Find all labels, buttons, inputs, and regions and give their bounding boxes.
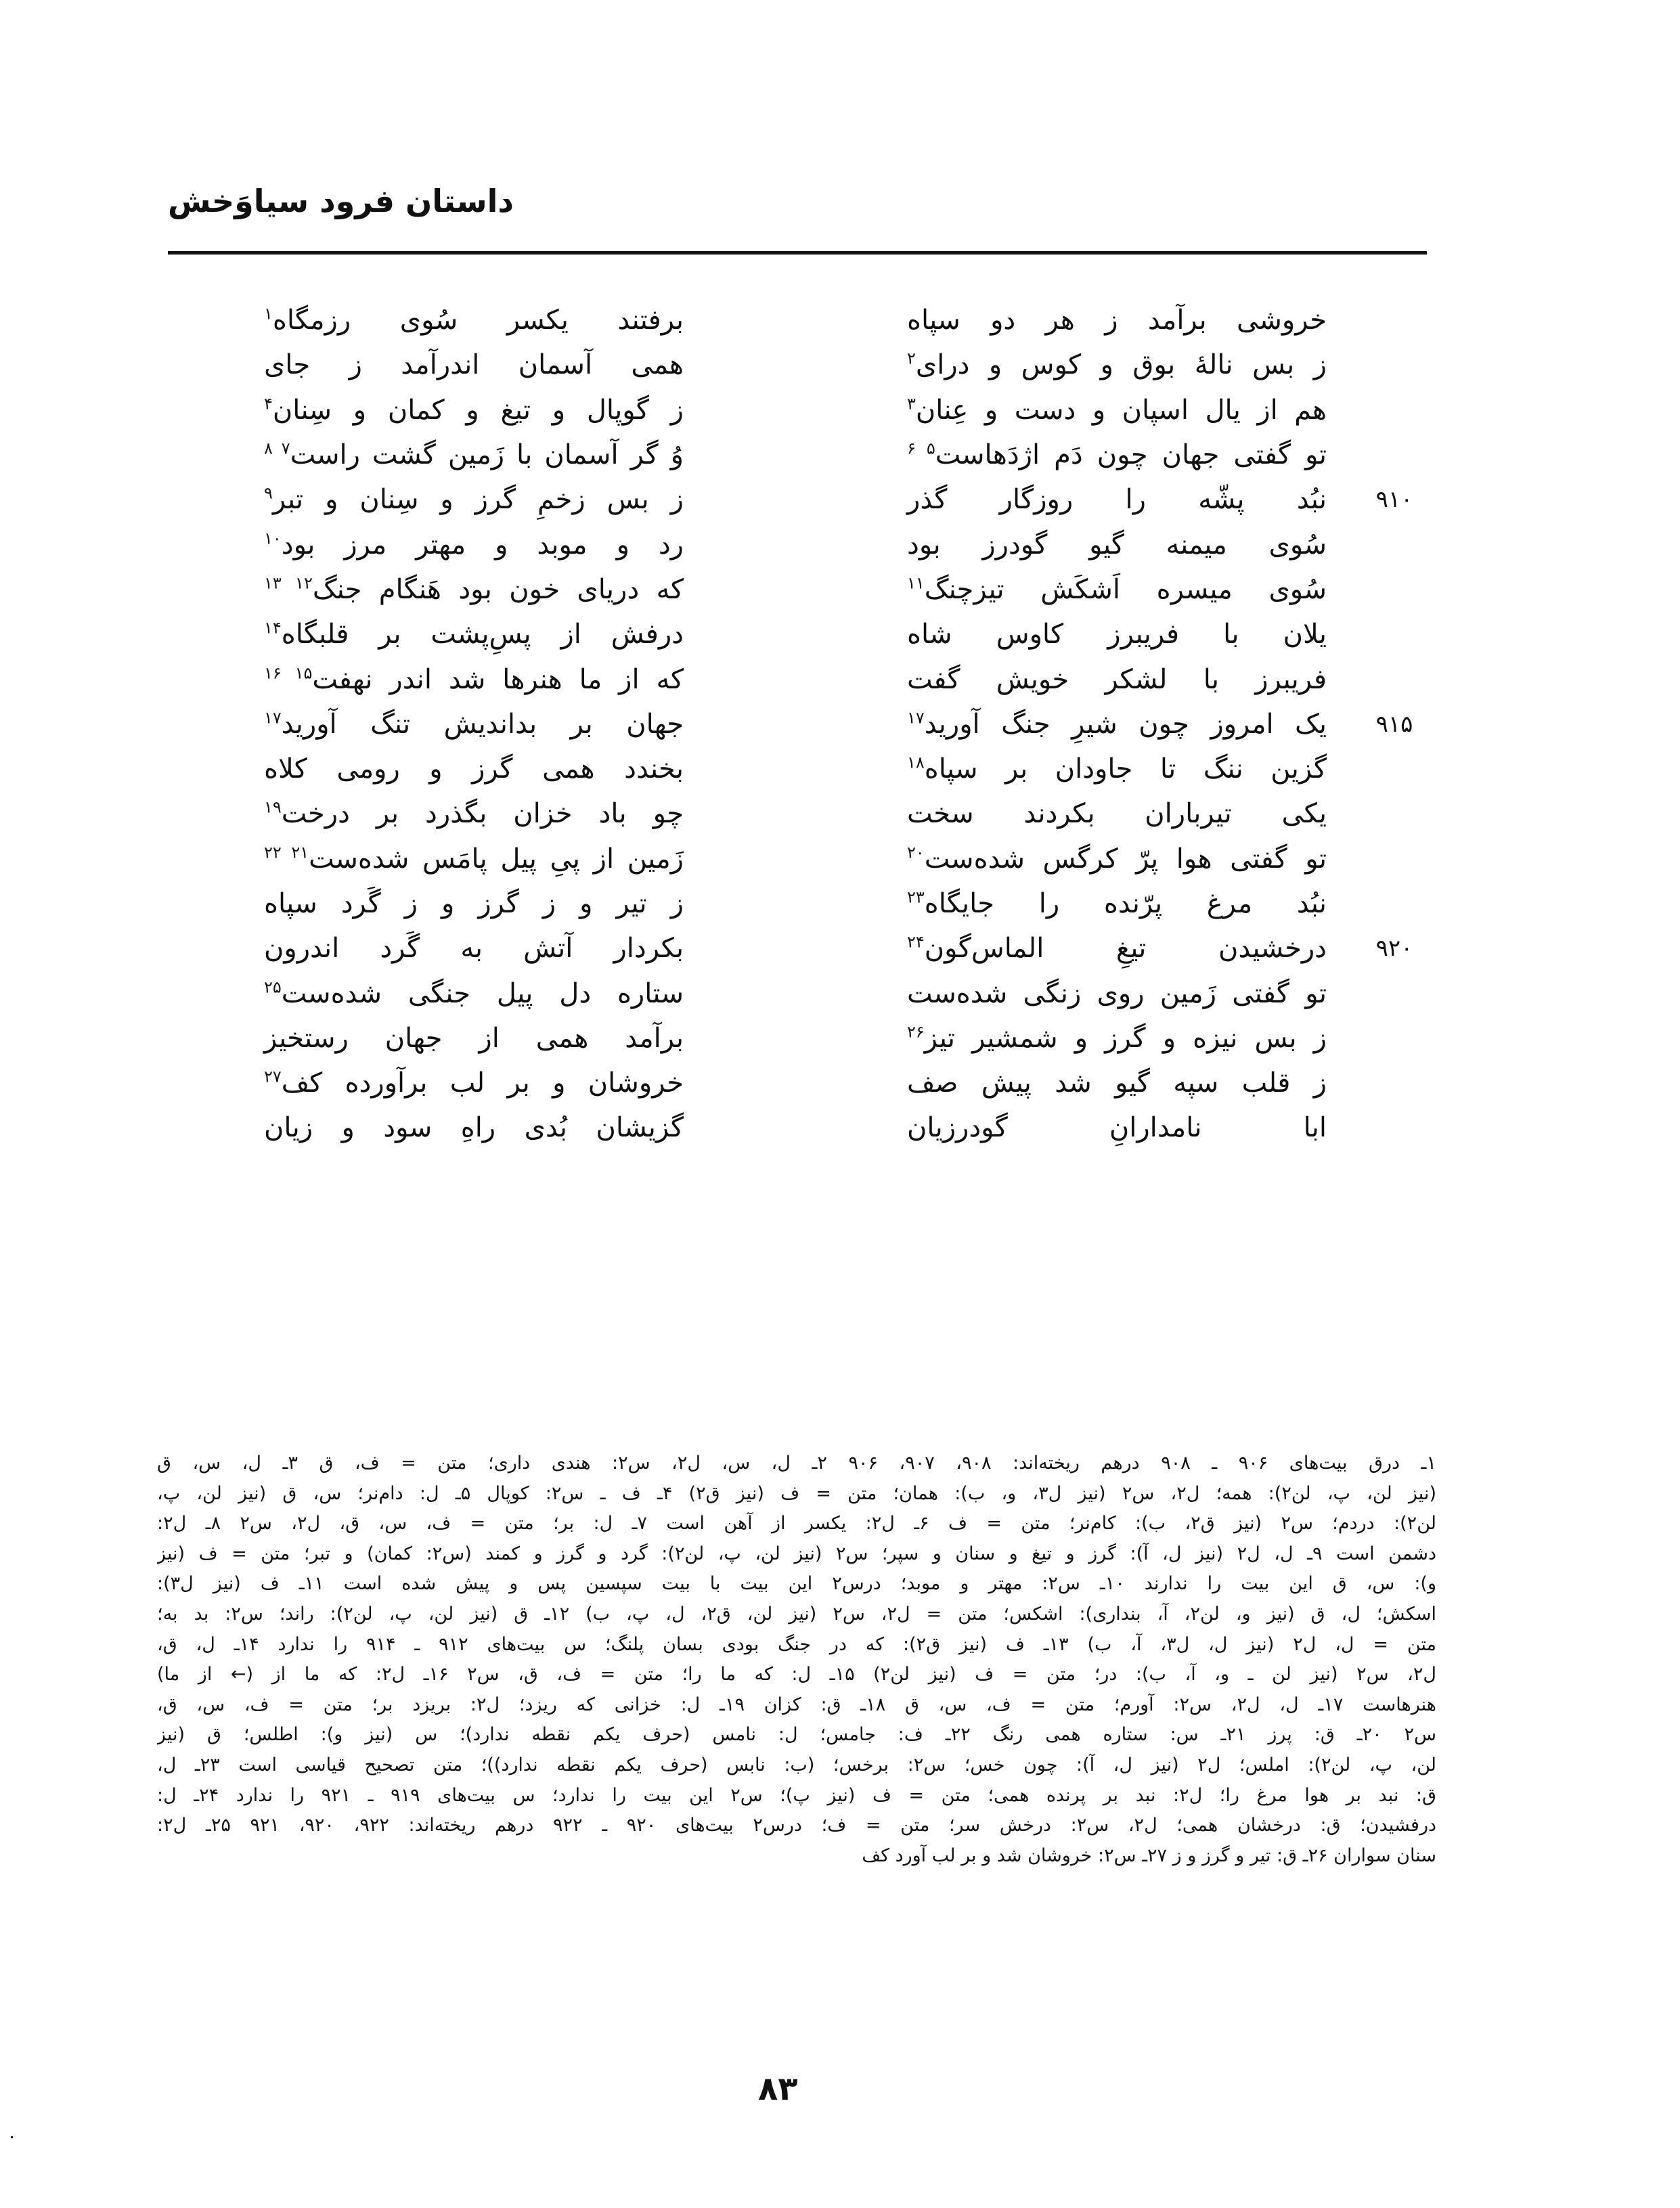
- hemistich-second: [264, 971, 684, 1016]
- hemistich-second: [264, 926, 684, 971]
- hemistich-text: تو گفتی جهان چون دَم اژدَهاست: [935, 439, 1327, 471]
- hemistich-first: [907, 1105, 1327, 1150]
- hemistich-first: [907, 1061, 1327, 1105]
- hemistich-text: یلان با فریبرز کاوس شاه: [907, 619, 1327, 650]
- couplet-row: [264, 791, 1435, 836]
- hemistich-first: [907, 971, 1327, 1016]
- couplet-row: [264, 881, 1435, 926]
- running-header-title: داستان فرود سیاوَخش: [168, 183, 514, 219]
- hemistich-text: ز گوپال و تیغ و کمان و سِنان: [272, 394, 684, 426]
- couplet-row: [264, 522, 1435, 567]
- hemistich-first: [907, 1016, 1327, 1061]
- couplet-row: [264, 343, 1435, 387]
- hemistich-second: [264, 388, 684, 433]
- footnote-marker: ۲۶: [907, 1022, 925, 1042]
- footnote-marker: ۵ ۶: [907, 439, 935, 458]
- couplet-row: [264, 1016, 1435, 1061]
- verse-line-number: ۹۲۰: [1375, 935, 1413, 963]
- footnote-marker: ۱۵ ۱۶: [264, 663, 313, 683]
- footnote-marker: ۱۷: [264, 708, 282, 728]
- hemistich-text: خروشی برآمد ز هر دو سپاه: [907, 305, 1327, 336]
- hemistich-text: بخندد همی گرز و رومی کلاه: [264, 753, 684, 785]
- hemistich-text: یک امروز چون شیرِ جنگ آورید: [924, 708, 1327, 740]
- footnote-line: درفشیدن؛ ق: درخشان همی؛ ل۲، س۲: درخش سر؛ متن = ف؛ درس۲ بیت‌های ۹۲۰ ـ ۹۲۲ درهم ریخته‌اند: ۹۲۲، ۹۲۰، ۹۲۱ ۲۵ـ ل۲:: [157, 1815, 1436, 1836]
- hemistich-first: [907, 388, 1327, 433]
- hemistich-text: همی آسمان اندرآمد ز جای: [264, 349, 684, 381]
- footnote-marker: ۲۵: [264, 977, 282, 997]
- footnote-marker: ۲: [907, 349, 916, 369]
- hemistich-second: [264, 837, 684, 881]
- footnote-marker: ۹: [264, 484, 273, 503]
- hemistich-text: زَمین از پیِ پیل پامَس شده‌ست: [309, 843, 684, 875]
- scan-speck: [11, 2136, 13, 2138]
- footnote-marker: ۱: [264, 304, 273, 324]
- footnote-marker: ۲۰: [907, 843, 925, 862]
- hemistich-second: [264, 612, 684, 657]
- hemistich-text: بکردار آتش به گَرد اندرون: [264, 933, 684, 965]
- footnote-marker: ۷ ۸: [264, 439, 290, 458]
- hemistich-text: سُوی میسره اَشکَش تیزچنگ: [924, 573, 1327, 605]
- hemistich-second: [264, 523, 684, 567]
- couplet-row: [264, 747, 1435, 791]
- hemistich-text: ز بس زخمِ گرز و سِنان و تبر: [272, 484, 684, 516]
- hemistich-text: برآمد همی از جهان رستخیز: [264, 1022, 684, 1054]
- footnote-line: هنرهاست ۱۷ـ ل، ل۲، س۲: آورم؛ متن = ف، س، ق ۱۸ـ ق: کزان ۱۹ـ ل: خزانی که ریزد؛ ل۲: بریزد بر؛ متن = ف، س، ق،: [157, 1694, 1436, 1715]
- hemistich-first: [907, 477, 1327, 522]
- footnote-line: دشمن است ۹ـ ل، ل۲ (نیز ل، آ): گرز و تیغ و سنان و سپر؛ س۲ (نیز لن، پ، لن۲): گرد و گرز و کمند (س۲: کمان) و تبر؛ متن = ف (نیز: [157, 1543, 1436, 1564]
- verse-block: [264, 298, 1435, 1151]
- couplet-row: [264, 1061, 1435, 1105]
- footnote-line: ق: نبد بر هوا مرغ را؛ ل۲: نبد بر پرنده همی؛ متن = ف (نیز پ)؛ س۲ این بیت را ندارد؛ س بیت‌های ۹۱۹ ـ ۹۲۱ را ندارد ۲۴ـ ل:: [157, 1784, 1436, 1806]
- hemistich-second: [264, 881, 684, 926]
- hemistich-second: [264, 657, 684, 702]
- hemistich-second: [264, 1105, 684, 1150]
- couplet-row: [264, 477, 1435, 522]
- hemistich-second: [264, 1061, 684, 1105]
- footnote-marker: ۱۷: [907, 708, 925, 728]
- footnote-marker: ۱۲ ۱۳: [264, 573, 313, 593]
- footnote-line: ل۲، س۲ (نیز لن ـ و، آ، ب): در؛ متن = ف (نیز لن۲) ۱۵ـ ل: که ما را؛ متن = ف، ق، س۲ ۱۶ـ ل۲: که ما از (← از ما): [157, 1664, 1436, 1685]
- hemistich-text: نبُد مرغ پرّنده را جایگاه: [924, 888, 1327, 919]
- hemistich-second: [264, 298, 684, 343]
- hemistich-text: یکی تیرباران بکردند سخت: [907, 798, 1327, 830]
- footnote-marker: ۱۴: [264, 618, 282, 638]
- hemistich-text: سُوی میمنه گیو گودرز بود: [907, 529, 1327, 560]
- hemistich-text: وُ گر آسمان با زَمین گشت راست: [290, 439, 684, 471]
- hemistich-text: تو گفتی زَمین روی زنگی شده‌ست: [907, 977, 1327, 1009]
- hemistich-text: جهان بر بداندیش تنگ آورید: [281, 708, 684, 740]
- hemistich-text: ز بس نالهٔ بوق و کوس و درای: [915, 349, 1327, 381]
- footnote-line: لن، پ، لن۲): املس؛ ل۲ (نیز ل، آ): چون خس؛ س۲: برخس؛ (ب: نابس (حرف یکم نقطه ندارد))؛ متن تصحیح قیاسی است ۲۳ـ ل،: [157, 1754, 1436, 1775]
- hemistich-text: ستاره دل پیل جنگی شده‌ست: [281, 977, 684, 1009]
- footnote-line: و): س، ق این بیت را ندارند ۱۰ـ س۲: مهتر و موبد؛ درس۲ این بیت با بیت سپسین پس و پیش شده است ۱۱ـ ف (نیز ل۳):: [157, 1573, 1436, 1595]
- hemistich-text: که دریای خون بود هَنگام جنگ: [312, 573, 684, 605]
- couplet-row: [264, 433, 1435, 477]
- footnote-line: (نیز لن، پ، لن۲): همه؛ ل۲، س۲ (نیز ل۳، و، ب): همان؛ متن = ف (نیز ق۲) ۴ـ ف ـ س۲: کوپال ۵ـ ل: دام‌نر؛ س، ق (نیز لن، پ،: [157, 1482, 1436, 1504]
- hemistich-first: [907, 657, 1327, 702]
- couplet-row: [264, 837, 1435, 881]
- hemistich-text: تو گفتی هوا پرّ کرگس شده‌ست: [924, 843, 1327, 875]
- footnote-marker: ۲۴: [907, 932, 925, 952]
- couplet-row: [264, 702, 1435, 747]
- footnote-marker: ۲۷: [264, 1067, 282, 1086]
- hemistich-first: [907, 612, 1327, 657]
- hemistich-second: [264, 791, 684, 836]
- footnote-marker: ۱۹: [264, 798, 282, 818]
- couplet-row: [264, 567, 1435, 612]
- hemistich-text: نبُد پشّه را روزگار گذر: [907, 484, 1327, 516]
- hemistich-text: درفش از پسِ‌پشت بر قلبگاه: [281, 619, 684, 650]
- hemistich-second: [264, 343, 684, 387]
- hemistich-text: گزیشان بُدی راهِ سود و زیان: [264, 1112, 684, 1144]
- couplet-row: [264, 1105, 1435, 1150]
- hemistich-first: [907, 837, 1327, 881]
- hemistich-second: [264, 567, 684, 612]
- hemistich-text: هم از یال اسپان و دست و عِنان: [915, 394, 1327, 426]
- footnote-line: سنان سواران ۲۶ـ ق: تیر و گرز و ز ۲۷ـ س۲: خروشان شد و بر لب آورد کف: [862, 1845, 1436, 1866]
- hemistich-text: رد و موبد و مهتر مرز بود: [281, 529, 684, 560]
- hemistich-first: [907, 791, 1327, 836]
- header-rule: [168, 251, 1427, 255]
- footnotes-block: [157, 1449, 1436, 1871]
- couplet-row: [264, 657, 1435, 701]
- hemistich-text: که از ما هنرها شد اندر نهفت: [312, 663, 684, 695]
- footnote-marker: ۱۸: [907, 753, 925, 772]
- hemistich-second: [264, 702, 684, 747]
- footnote-line: متن = ل، ل۲ (نیز ل، ل۳، آ، ب) ۱۳ـ ف (نیز ق۲): که در جنگ بودی بسان پلنگ؛ س بیت‌های ۹۱۲ ـ ۹۱۴ را ندارد ۱۴ـ ل، ق،: [157, 1633, 1436, 1655]
- hemistich-text: ز قلب سپه گیو شد پیش صف: [907, 1067, 1327, 1099]
- couplet-row: [264, 388, 1435, 433]
- verse-line-number: ۹۱۰: [1375, 486, 1413, 514]
- hemistich-text: فریبرز با لشکر خویش گفت: [907, 663, 1327, 695]
- hemistich-second: [264, 477, 684, 522]
- footnote-line: س۲ ۲۰ـ ق: پرز ۲۱ـ س: ستاره همی رنگ ۲۲ـ ف: جامس؛ ل: نامس (حرف یکم نقطه ندارد)؛ س (نیز و): اطلس؛ ق (نیز: [157, 1724, 1436, 1746]
- footnote-marker: ۱۱: [907, 573, 925, 593]
- couplet-row: [264, 298, 1435, 343]
- hemistich-text: ابا نامدارانِ گودرزیان: [907, 1112, 1327, 1144]
- hemistich-text: گزین ننگ تا جاودان بر سپاه: [924, 753, 1327, 785]
- footnote-line: ۱ـ درق بیت‌های ۹۰۶ ـ ۹۰۸ درهم ریخته‌اند: ۹۰۸، ۹۰۷، ۹۰۶ ۲ـ ل، س، ل۲، س۲: هندی داری؛ متن = ف، ق ۳ـ ل، س، ق: [157, 1453, 1436, 1474]
- hemistich-text: برفتند یکسر سُوی رزمگاه: [272, 305, 684, 336]
- hemistich-first: [907, 926, 1327, 971]
- footnote-marker: ۳: [907, 394, 916, 414]
- hemistich-first: [907, 702, 1327, 747]
- footnote-marker: ۲۱ ۲۲: [264, 843, 309, 862]
- hemistich-first: [907, 343, 1327, 387]
- hemistich-second: [264, 1016, 684, 1061]
- couplet-row: [264, 926, 1435, 971]
- footnote-line: اسکش؛ ل، ق (نیز و، لن۲، آ، بنداری): اشکس؛ متن = ل۲، س۲ (نیز لن، ق۲، ل، پ، ب) ۱۲ـ ق (نیز لن، پ، لن۲): راند؛ س۲: بد به؛: [157, 1603, 1436, 1625]
- hemistich-first: [907, 881, 1327, 926]
- hemistich-text: چو باد خزان بگذرد بر درخت: [281, 798, 684, 830]
- footnote-line: لن۲): دردم؛ س۲ (نیز ق۲، ب): کام‌نر؛ متن = ف ۶ـ ل۲: یکسر از آهن است ۷ـ ل: بر؛ متن = ف، س، ق، ل۲، س۲ ۸ـ ل۲:: [157, 1513, 1436, 1534]
- hemistich-first: [907, 298, 1327, 343]
- hemistich-text: درخشیدن تیغِ الماس‌گون: [924, 933, 1327, 965]
- footnote-marker: ۱۰: [264, 529, 282, 548]
- couplet-row: [264, 612, 1435, 657]
- couplet-row: [264, 971, 1435, 1015]
- hemistich-text: خروشان و بر لب برآورده کف: [281, 1067, 684, 1099]
- verse-line-number: ۹۱۵: [1375, 710, 1413, 738]
- hemistich-text: ز بس نیزه و گرز و شمشیر تیز: [924, 1022, 1327, 1054]
- footnote-marker: ۴: [264, 394, 273, 414]
- hemistich-first: [907, 523, 1327, 567]
- footnote-marker: ۲۳: [907, 887, 925, 907]
- hemistich-second: [264, 747, 684, 791]
- hemistich-text: ز تیر و ز گرز و ز گَرد سپاه: [264, 888, 684, 919]
- hemistich-first: [907, 567, 1327, 612]
- hemistich-first: [907, 433, 1327, 477]
- page-number: ۸۳: [758, 2070, 798, 2108]
- hemistich-first: [907, 747, 1327, 791]
- hemistich-second: [264, 433, 684, 477]
